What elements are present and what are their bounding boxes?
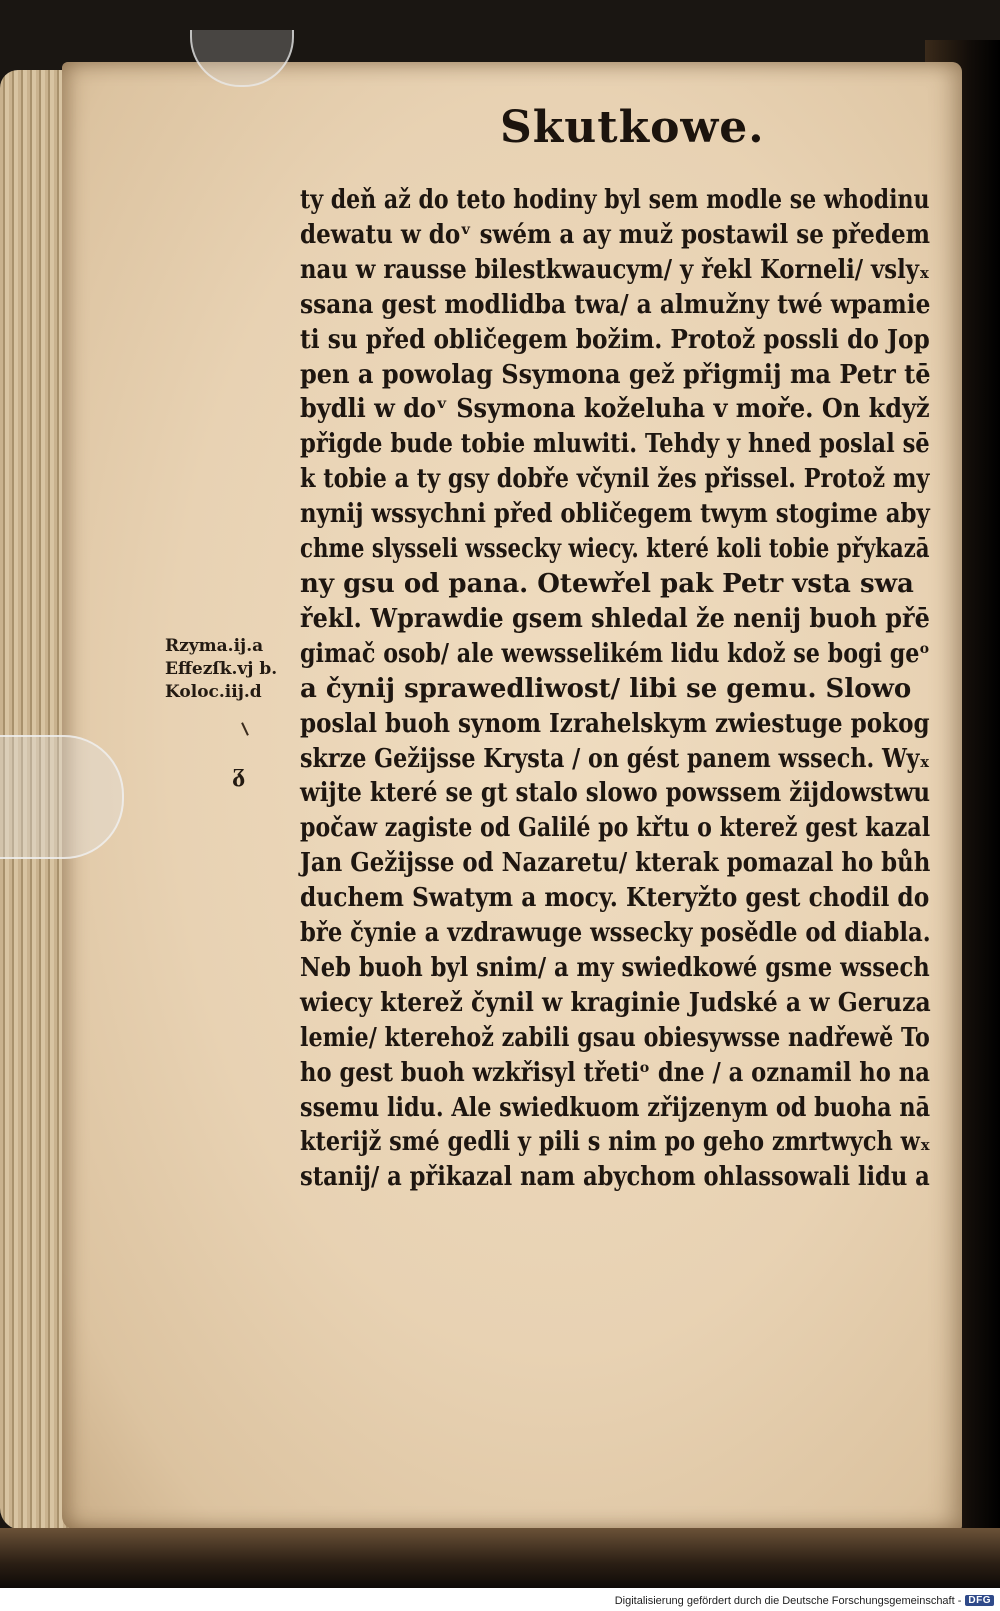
text-line: bydli w doᵛ Ssymona koželuha v moře. On když [300,394,930,425]
body-text [300,183,940,1195]
dfg-logo: DFG [965,1595,994,1606]
text-line: Jan Gežijsse od Nazaretu/ kterak pomazal ho bůh [300,848,931,879]
text-line: ty deň až do teto hodiny byl sem modle se whodinu [300,185,930,215]
text-line: ho gest buoh wzkřisyl třetiᵒ dne / a oznamil ho na [300,1057,930,1088]
margin-note: Effezſk.vj b. [165,659,278,679]
text-line: kterijž smé gedli y pili s nim po geho zmrtwych wₓ [300,1127,931,1158]
text-line: pen a powolag Ssymona gež přigmij ma Petr tē [300,359,931,390]
text-line: poslal buoh synom Izrahelskym zwiestuge pokog [300,708,930,739]
text-line: ny gsu od pana. Otewřel pak Petr vsta swa [300,568,914,599]
text-line: wijte které se gt stalo slowo powssem žijdowstwu [300,778,931,809]
text-line: přigde bude tobie mluwiti. Tehdy y hned poslal sē [300,429,930,460]
footer-text: Digitalisierung gefördert durch die Deutsche Forschungsgemeinschaft - [614,1594,962,1607]
book-bottom-edge [0,1528,1000,1588]
text-line: wiecy kterež čynil w kraginie Judské a w Geruza [300,987,931,1018]
text-line: chme slysseli wssecky wiecy. které koli tobie přykazā [300,534,930,565]
text-line: duchem Swatym a mocy. Kteryžto gest chodil do [300,883,930,914]
text-line: gimač osob/ ale wewsselikém lidu kdož se bogi geᵒ [300,638,930,669]
running-title: Skutkowe. [500,102,765,153]
text-line: k tobie a ty gsy dobře včynil žes přissel. Protož my [300,464,930,495]
text-line: ti su před obličegem božim. Protož possli do Jop [300,324,930,355]
margin-note: Rzyma.ij.a [165,636,264,656]
margin-notes [165,635,305,704]
text-line: lemie/ kterehož zabili gsau obiesywsse nadřewě To [300,1022,930,1053]
text-line: stanij/ a přikazal nam abychom ohlassowali lidu a [300,1162,930,1193]
page-clip-left [0,735,124,859]
text-line: skrze Gežijsse Krysta / on gést panem wssech. Wyₓ [300,743,930,774]
text-line: nau w rausse bilestkwaucym/ y řekl Korneli/ vslyₓ [300,254,930,285]
margin-section-mark: ᵹ [232,758,246,788]
text-line: nynij wssychni před obličegem twym stogime aby [300,499,930,530]
text-line: počaw zagiste od Galilé po křtu o kterež gest kazal [300,813,931,844]
text-line: ssemu lidu. Ale swiedkuom zřijzenym od buoha nā [300,1092,931,1123]
margin-note: Koloc.iij.d [165,682,262,702]
footer [0,1590,1000,1611]
text-line: ssana gest modlidba twa/ a almužny twé wpamie [300,289,931,320]
text-line: bře čynie a vzdrawuge wssecky posědle od diabla. [300,918,931,949]
text-line: a čynij sprawedliwost/ libi se gemu. Slowo [300,673,912,704]
text-line: Neb buoh byl snim/ a my swiedkowé gsme wssech [300,952,930,983]
text-line: řekl. Wprawdie gsem shledal že nenij buoh přē [300,603,930,634]
text-line: dewatu w doᵛ swém a ay muž postawil se předem [300,219,930,250]
